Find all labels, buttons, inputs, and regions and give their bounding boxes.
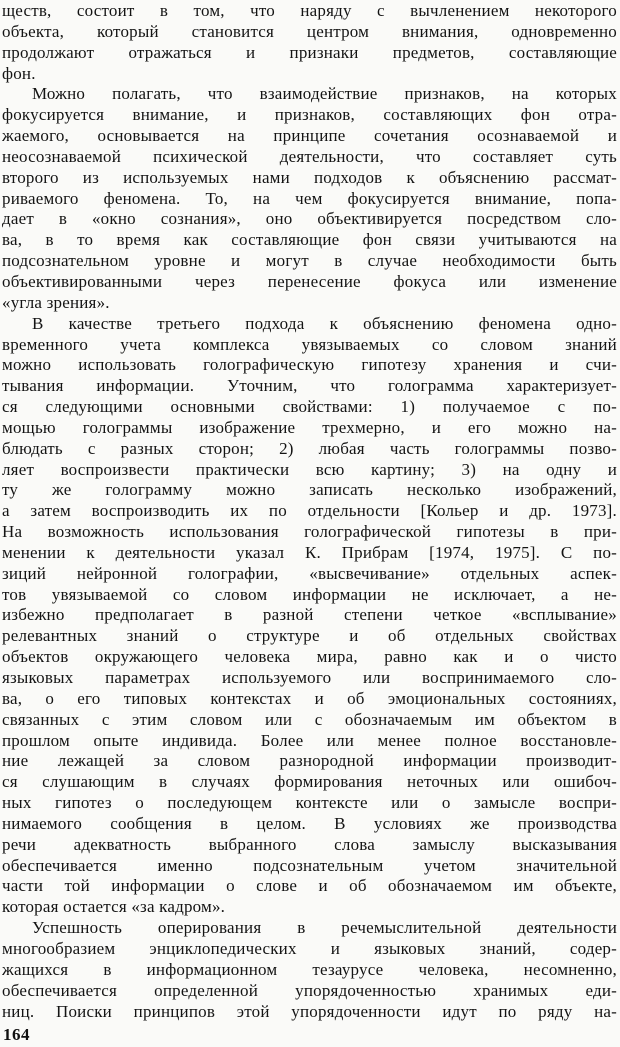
text-line: объективированными через перенесение фокуса или изменение (2, 271, 617, 291)
text-line: зиций нейронной голографии, «высвечивание» отдельных аспек- (2, 563, 617, 583)
text-line: Можно полагать, что взаимодействие признаков, на которых (32, 84, 617, 104)
text-line: нимаемого сообщения в целом. В условиях же производства (2, 813, 617, 833)
text-line: «угла зрения». (2, 292, 110, 312)
text-line: ва, в то время как составляющие фон связи учитываются на (2, 230, 617, 250)
text-line: избежно предполагает в разной степени четкое «всплывание» (2, 605, 617, 625)
text-line: а затем воспроизводить их по отдельности [Кольер и др. 1973]. (2, 501, 617, 521)
text-line: языковых параметрах используемого или воспринимаемого сло- (2, 668, 617, 687)
text-line: ниц. Поиски принципов этой упорядоченности идут по ряду на- (2, 1001, 617, 1021)
text-line: ных гипотез о последующем контексте или о замысле воспри- (2, 793, 617, 813)
text-line: ва, о его типовых контекстах и об эмоциональных состояниях, (2, 688, 617, 708)
text-line: прошлом опыте индивида. Более или менее полное восстановле- (2, 730, 617, 750)
text-line: обеспечивается именно подсознательным учетом значительной (2, 855, 617, 875)
text-line: можно использовать голографическую гипотезу хранения и счи- (2, 355, 617, 375)
text-line: В качестве третьего подхода к объяснению феномена одно- (32, 313, 617, 333)
text-line: менении к деятельности указал К. Прибрам [1974, 1975]. С по- (2, 542, 617, 562)
text-line: второго из используемых нами подходов к объяснению рассмат- (2, 167, 617, 187)
text-line: дает в «окно сознания», оно объективируется посредством сло- (2, 209, 617, 229)
text-line: подсознательном уровне и могут в случае необходимости быть (2, 251, 617, 271)
text-line: обеспечивается определенной упорядоченностью хранимых еди- (2, 980, 617, 1000)
text-line: фокусируется внимание, и признаков, составляющих фон отра- (2, 105, 617, 125)
text-line: объекта, который становится центром внимания, одновременно (2, 21, 617, 41)
text-line: временного учета комплекса увязываемых со словом знаний (2, 334, 617, 354)
text-line: ся слушающим в случаях формирования неточных или ошибоч- (2, 772, 617, 792)
text-line: фон. (2, 63, 36, 83)
text-line: жаемого, основывается на принципе сочетания осознаваемой и (2, 126, 617, 146)
text-line: ся следующими основными свойствами: 1) получаемое с по- (2, 397, 617, 417)
text-line: неосознаваемой психической деятельности, что составляет суть (2, 146, 617, 166)
text-line: На возможность использования голографической гипотезы в при- (2, 522, 617, 542)
text-line: тывания информации. Уточним, что голограмма характеризует- (2, 376, 617, 396)
text-line: которая остается «за кадром». (2, 897, 226, 917)
text-line: ществ, состоит в том, что наряду с вычленением некоторого (2, 1, 617, 20)
text-line: речи адекватность выбранного слова замыслу высказывания (2, 834, 617, 854)
text-line: блюдать с разных сторон; 2) любая часть голограммы позво- (2, 438, 617, 458)
text-line: риваемого феномена. То, на чем фокусируется внимание, попа- (2, 188, 617, 208)
text-line: многообразием энциклопедических и языковых знаний, содер- (2, 938, 617, 958)
text-line: части той информации о слове и об обозначаемом им объекте, (2, 876, 617, 896)
text-line: объектов окружающего человека мира, равно как и о чисто (2, 647, 617, 667)
page-number: 164 (3, 1025, 30, 1044)
text-line: продолжают отражаться и признаки предметов, составляющие (2, 42, 617, 62)
text-line: мощью голограммы изображение трехмерно, и его можно на- (2, 417, 617, 437)
text-line: релевантных знаний о структуре и об отдельных свойствах (2, 626, 617, 646)
text-line: ту же голограмму можно записать несколько изображений, (2, 480, 617, 500)
text-line: ляет воспроизвести практически всю картину; 3) на одну и (2, 459, 617, 479)
text-line: Успешность оперирования в речемыслительной деятельности (32, 918, 617, 938)
text-line: тов увязываемой со словом информации не исключает, а не- (2, 584, 617, 604)
body-text (2, 1, 617, 1022)
text-line: жащихся в информационном тезаурусе человека, несомненно, (2, 959, 617, 979)
text-line: связанных с этим словом или с обозначаемым им объектом в (2, 709, 617, 729)
text-line: ние лежащей за словом разнородной информации производит- (2, 751, 617, 771)
